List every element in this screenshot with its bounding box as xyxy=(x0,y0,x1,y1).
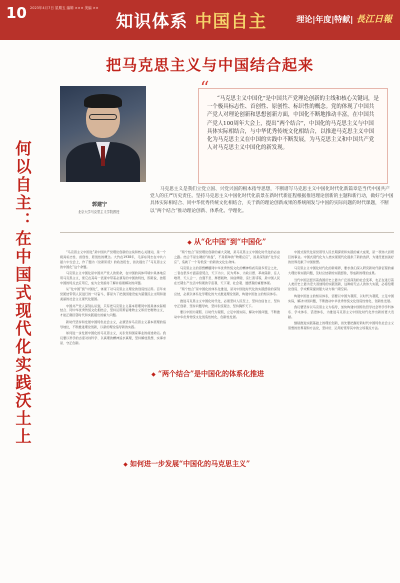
body-paragraph: 要以中国为观照、以时代为观照，立足中国实际，解决中国问题，不断推动中华优秀传统文化创造性转化、创新性发展。 xyxy=(174,309,280,319)
body-paragraph: 马克思主义的思想精髓同中华优秀传统文化的精神特质有诸多契合之处，二者在很多方面高度契合，天下为公、民为邦本、为政以德、革故鼎新、任人唯贤、天人合一、自强不息、厚德载物、讲信修睦、亲仁善邻等，是中国人民在长期生产生活中积累的宇宙观、天下观、社会观、道德观的重要体现。 xyxy=(174,266,280,285)
section-title-a: 知识体系 xyxy=(116,12,188,32)
body-paragraph: 如何进一步发展中国化的马克思主义，关系党和国家事业的前途命运。我们要以科学的态度对待科学、以真理的精神追求真理，坚持解放思想、实事求是、守正创新。 xyxy=(60,331,166,345)
diamond-icon xyxy=(187,240,191,244)
vertical-title: 何以自主：在中国式现代化实践沃土上 xyxy=(13,140,32,446)
section-title-b: 中国自主 xyxy=(194,12,267,32)
author-title: 北京大学马克思主义学院教授 xyxy=(78,210,120,214)
body-paragraph: “两个结合”是中国化的体系化推进，是对中国化时代化的实践经验的深刻总结，必须以体系化学理化的方式推进理论创新，构建中国自主的知识体系。 xyxy=(174,287,280,297)
brand xyxy=(296,12,392,25)
column-3 xyxy=(288,250,394,583)
section-heading-2-text: “两个结合”是中国化的体系化推进 xyxy=(158,369,265,378)
article-headline: 把马克思主义与中国结合起来 xyxy=(105,56,314,74)
section-heading-3-text: 如何进一步发展“中国化的马克思主义” xyxy=(130,459,251,468)
body-paragraph: 我们要坚持以马克思主义为指导，加快构建中国特色哲学社会科学学科体系、学术体系、话语体系，为推进马克思主义中国化时代化作出新的更大贡献。 xyxy=(288,305,394,319)
body-paragraph: “两个结合”是党理论创新的重大突破，是马克思主义中国化时代化的必由之路。结合不是生硬的“拼盘”，不是简单的“物理反应”，而是深刻的“化学反应”，造就了一个有机统一的新的文化生命体。 xyxy=(174,250,280,264)
diamond-icon xyxy=(151,372,155,376)
issue-meta: 2023年4月7日 星期五 编辑 ××× 美编 ×× xyxy=(30,6,99,10)
body-paragraph: 中国式现代化是党领导人民长期探索和实践的重大成果，是一项伟大而艰巨的事业。中国式现代化为人类实现现代化提供了新的选择，为建设更加美好的世界贡献了中国智慧。 xyxy=(288,250,394,264)
page-header xyxy=(0,0,400,40)
section-heading-3 xyxy=(120,458,254,470)
article-body xyxy=(60,237,394,580)
body-paragraph: 继续推进实践基础上的理论创新，首先要把握好新时代中国特色社会主义思想的世界观和方法论，坚持好、运用好贯穿其中的立场观点方法。 xyxy=(288,321,394,331)
body-paragraph: 马克思主义中国化是中国共产党人的使命，在中国的具体环境中具体地应用马克思主义，使它在其每一表现中带着必须有的中国的特性，即是说，按照中国的特点去应用它，成为全党亟待了解并亟须解决的问题。 xyxy=(60,271,166,285)
section-heading-2 xyxy=(148,368,268,380)
pull-quote-text: “马克思主义中国化”是中国共产党理论创新的主线和核心关键词，是一个极具标志性、首创性、原创性、标识性的概念。党的体现了中国共产党人对理论创新和思想创新方面，中国化不断地推动丰富，在中国共产党人100周年大会上，提出“两个结合”，中国化的马克思主义与中国具体实际相结合，与中华优秀传统文化相结合，以推进马克思主义中国化为马克思主义在中国的实践中不断发展，为马克思主义和中国共产党人对马克思主义中国化的新发现。 xyxy=(207,96,379,152)
column-2 xyxy=(174,250,280,583)
author-name: 郭建宁 xyxy=(92,202,108,208)
body-paragraph: 新时代坚持和发展中国特色社会主义，必须坚持马克思主义基本原理的指导地位，不断推进理论创新，以新的理论指导新的实践。 xyxy=(60,319,166,329)
body-paragraph: 推进马克思主义中国化时代化，必须坚持人民至上、坚持自信自立、坚持守正创新、坚持问题导向、坚持系统观念、坚持胸怀天下。 xyxy=(174,298,280,308)
portrait-hair xyxy=(84,94,122,108)
diamond-icon xyxy=(123,462,127,466)
body-paragraph: 马克思主义中国化时代化的新境界，要求我们深入研究新时代新征程的重大理论和实践问题，及时总结新的实践经验，形成新的理论成果。 xyxy=(288,266,394,276)
brand-logo: 長江日報 xyxy=(355,15,392,25)
page-number: 10 xyxy=(6,4,27,22)
column-1 xyxy=(60,250,166,583)
body-paragraph: “马克思主义中国化”是中国共产党理论创新的主线和核心关键词，是一个极具标志性、首创性、原创性的概念。大约在1938年，毛泽东同志在中共六届六中全会上，作了题为《论新阶段》的政治报告，首次提出了“马克思主义的中国化”这个命题。 xyxy=(60,250,166,269)
body-paragraph: 中国共产党人深刻认识到，只有把马克思主义基本原理同中国具体实际相结合、同中华优秀传统文化相结合，坚持运用辩证唯物主义和历史唯物主义，才能正确回答时代和实践提出的重大问题。 xyxy=(60,303,166,318)
section-heading-1-text: 从“化中国”到“中国化” xyxy=(194,237,267,246)
divider xyxy=(60,232,394,233)
portrait-tie xyxy=(101,146,105,166)
section-title xyxy=(116,7,267,32)
article-summary: 马克思主义是我们立党立国、兴党兴国的根本指导思想，不断谱写马克思主义中国化时代化新篇章是当代中国共产党人的庄严历史责任。坚持马克思主义中国化时代化前景在新时代新征程根据推进理论创新的主题和新行动，做好与中国具体实际相结合、同中华优秀传统文化相结合，关于新的理论创新成果的系统阐发与中国的实际问题的时代课题，不断以“两个结合”推动理论创新、体系化、学理化。 xyxy=(150,187,394,214)
pull-quote-box xyxy=(198,88,388,184)
brand-tag: 理论|年度|特献| xyxy=(296,15,354,24)
body-paragraph: 当代中国正经历着我国历史上最为广泛而深刻的社会变革，也正在进行着人类历史上最为宏大而独特的实践创新，这种前无古人的伟大实践，必将给理论创造、学术繁荣提供强大动力和广阔空间。 xyxy=(288,277,394,292)
portrait-glasses xyxy=(89,114,117,120)
author-portrait xyxy=(60,86,146,182)
section-heading-1 xyxy=(188,237,266,247)
body-paragraph: 构建中国自主的知识体系，需要以中国为观照、以时代为观照，立足中国实际，解决中国问题，不断推动中华优秀传统文化创造性转化、创新性发展。 xyxy=(288,293,394,303)
body-paragraph: 从“化中国”到“中国化”，体现了对马克思主义理论的创造性运用。百年来党团结带领人民进行的一切奋斗，都是为了把我国建设成为富强民主文明和谐美丽的社会主义现代化强国。 xyxy=(60,287,166,302)
